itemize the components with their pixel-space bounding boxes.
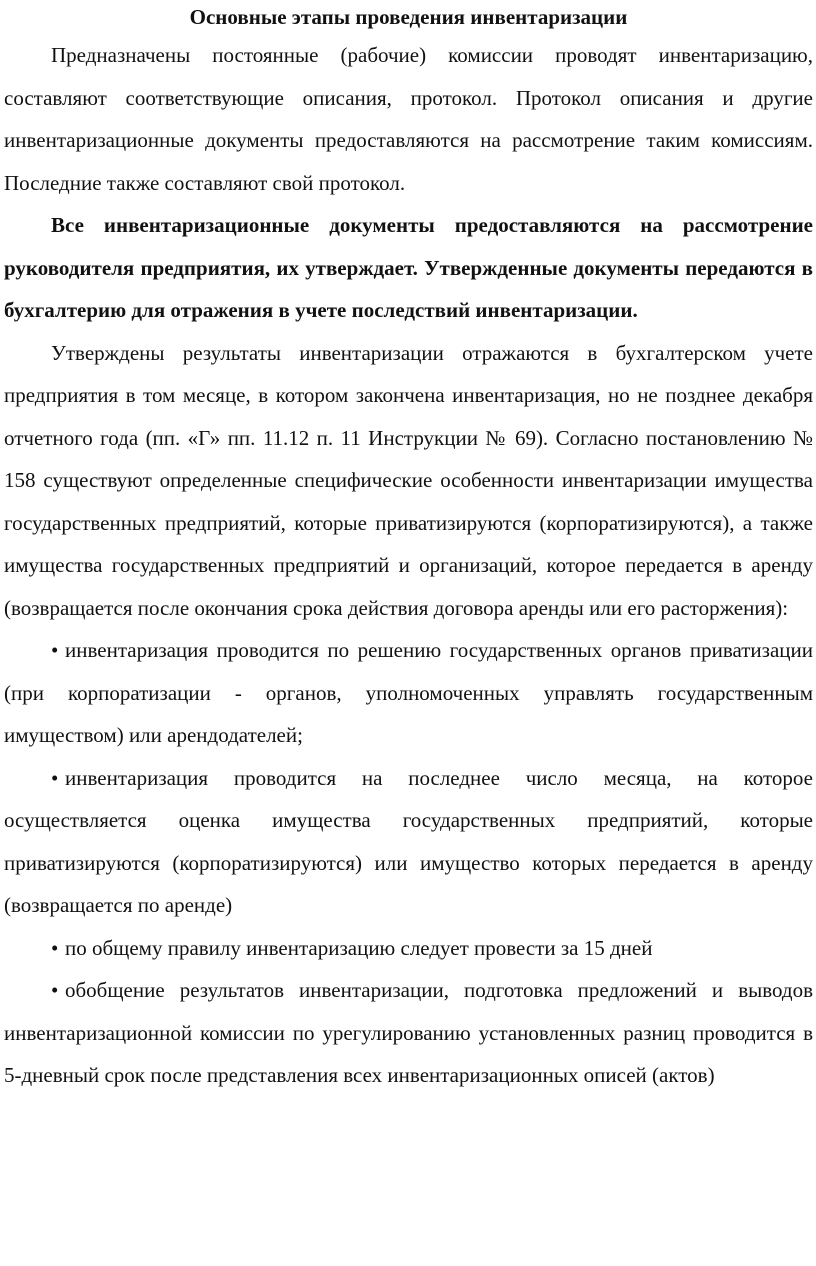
paragraph-accounting: Утверждены результаты инвентаризации отражаются в бухгалтерском учете предприятия в том месяце, в котором закончена инвентаризация, но не позднее декабря отчетного года (пп. «Г» пп. 11.12 п. 11 Инструкции № 69). Согласно постановлению № 158 существуют определенные специфические особенности инвентаризации имущества государственных предприятий, которые приватизируются (корпоратизируются), а также имущества государственных предприятий и организаций, которое передается в аренду (возвращается после окончания срока действия договора аренды или его расторжения):	[4, 340, 813, 620]
bullet-icon: •	[51, 638, 59, 662]
bullet-icon: •	[51, 935, 59, 960]
list-item-text: инвентаризация проводится на последнее число месяца, на которое осуществляется оценка имущества государственных предприятий, которые приватизируются (корпоратизируются) или имущество которых передается в аренду (возвращается по аренде)	[4, 765, 813, 917]
bullet-icon: •	[51, 765, 59, 790]
paragraph-commissions: Предназначены постоянные (рабочие) комиссии проводят инвентаризацию, составляют соответствующие описания, протокол. Протокол описания и другие инвентаризационные документы предоставляются на рассмотрение таким комиссиям. Последние также составляют свой протокол.	[4, 43, 813, 195]
list-item-text: по общему правилу инвентаризацию следует провести за 15 дней	[65, 935, 653, 960]
list-item	[4, 927, 813, 970]
list-item	[4, 629, 813, 757]
bullet-icon: •	[51, 978, 59, 1002]
list-item	[4, 969, 813, 1097]
list-item-text: инвентаризация проводится по решению государственных органов приватизации (при корпоратизации - органов, уполномоченных управлять государственным имуществом) или арендодателей;	[4, 638, 813, 747]
list-item	[4, 757, 813, 927]
document-title: Основные этапы проведения инвентаризации	[189, 5, 628, 29]
features-list	[4, 629, 813, 1097]
list-item-text: обобщение результатов инвентаризации, подготовка предложений и выводов инвентаризационной комиссии по урегулированию установленных разниц проводится в 5-дневный срок после представления всех инвентаризационных описей (актов)	[4, 978, 813, 1087]
paragraph-approval: Все инвентаризационные документы предоставляются на рассмотрение руководителя предприятия, их утверждает. Утвержденные документы передаются в бухгалтерию для отражения в учете последствий инвентаризации.	[4, 213, 813, 322]
